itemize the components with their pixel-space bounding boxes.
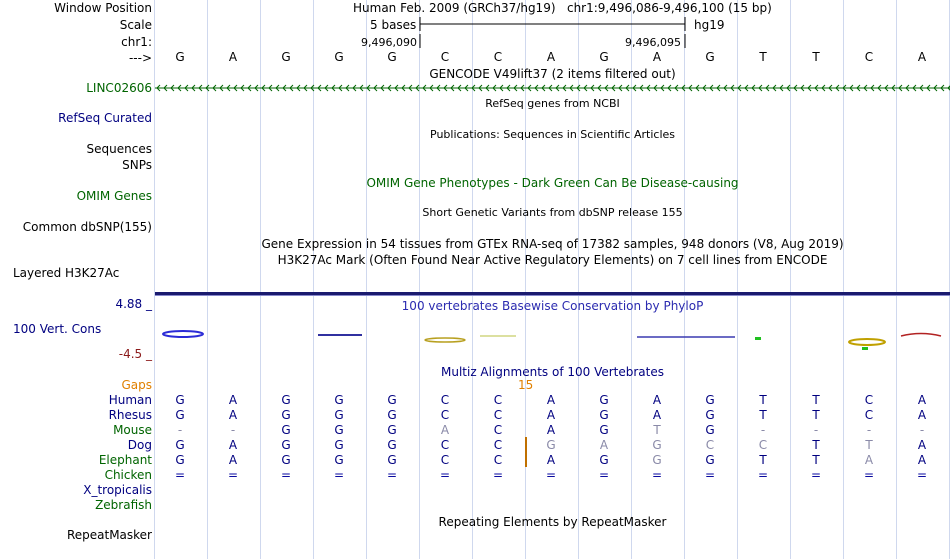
window-position-text: chr1:9,496,086-9,496,100 (15 bp)	[566, 1, 772, 15]
alignment-base: G	[334, 423, 344, 437]
track-label-cons[interactable]: 100 Vert. Cons	[13, 322, 102, 336]
alignment-base: C	[440, 453, 450, 467]
alignment-base: =	[704, 468, 716, 482]
alignment-base: G	[387, 453, 397, 467]
base-letter: G	[281, 50, 291, 64]
window-position-label: Window Position	[54, 1, 152, 15]
alignment-base: =	[280, 468, 292, 482]
alignment-base: =	[810, 468, 822, 482]
phylop-peak-3	[425, 338, 465, 342]
cons-top-bar	[155, 292, 950, 296]
base-letter: T	[759, 50, 767, 64]
alignment-base: T	[812, 438, 820, 452]
refseq-title[interactable]: RefSeq genes from NCBI	[485, 97, 620, 110]
alignment-base: G	[599, 408, 609, 422]
alignment-base: C	[493, 453, 503, 467]
alignment-base: C	[864, 393, 874, 407]
gap-count: 15	[518, 378, 534, 392]
alignment-base: =	[757, 468, 769, 482]
alignment-base: G	[599, 423, 609, 437]
alignment-base: =	[386, 468, 398, 482]
alignment-base: A	[652, 408, 662, 422]
alignment-base: G	[652, 453, 662, 467]
scale-text: 5 bases	[370, 18, 417, 32]
alignment-base: A	[546, 408, 556, 422]
track-label-sequences[interactable]: Sequences	[86, 142, 152, 156]
species-label-chicken[interactable]: Chicken	[104, 468, 152, 482]
alignment-base: =	[333, 468, 345, 482]
alignment-base: G	[705, 408, 715, 422]
alignment-base: G	[387, 423, 397, 437]
alignment-base: =	[174, 468, 186, 482]
insertion-marker	[525, 437, 527, 467]
alignment-base: T	[759, 453, 767, 467]
alignment-base: A	[917, 408, 927, 422]
track-label-column	[0, 0, 154, 559]
phylop-title[interactable]: 100 vertebrates Basewise Conservation by PhyloP	[401, 299, 704, 313]
alignment-base: T	[653, 423, 661, 437]
track-label-omim[interactable]: OMIM Genes	[76, 189, 152, 203]
strand-arrow-label: --->	[128, 51, 152, 65]
base-letter: C	[864, 50, 874, 64]
scale-bar	[155, 0, 950, 50]
species-label-rhesus[interactable]: Rhesus	[108, 408, 152, 422]
publications-title[interactable]: Publications: Sequences in Scientific Articles	[430, 128, 675, 141]
alignment-base: A	[917, 393, 927, 407]
base-letter: T	[812, 50, 820, 64]
track-label-h3k27ac[interactable]: Layered H3K27Ac	[13, 266, 120, 280]
alignment-base: G	[334, 453, 344, 467]
alignment-base: C	[705, 438, 715, 452]
species-label-mouse[interactable]: Mouse	[113, 423, 152, 437]
track-label-repeatmasker[interactable]: RepeatMasker	[66, 528, 152, 542]
alignment-base: C	[493, 438, 503, 452]
alignment-base: =	[598, 468, 610, 482]
multiz-title[interactable]: Multiz Alignments of 100 Vertebrates	[440, 365, 665, 379]
base-letter: A	[652, 50, 662, 64]
base-letter: A	[917, 50, 927, 64]
base-letter: A	[228, 50, 238, 64]
alignment-base: -	[866, 423, 872, 437]
phylop-peak-9	[901, 334, 941, 337]
alignment-base: G	[175, 453, 185, 467]
alignment-base: G	[175, 438, 185, 452]
species-label-dog[interactable]: Dog	[127, 438, 152, 452]
alignment-base: -	[919, 423, 925, 437]
alignment-base: G	[175, 393, 185, 407]
alignment-base: T	[812, 408, 820, 422]
alignment-base: G	[705, 453, 715, 467]
phylop-peak-6	[755, 337, 761, 340]
dbsnp-title[interactable]: Short Genetic Variants from dbSNP release 155	[422, 206, 683, 219]
omim-title[interactable]: OMIM Gene Phenotypes - Dark Green Can Be Disease-causing	[366, 176, 739, 190]
assembly-name: Human Feb. 2009 (GRCh37/hg19)	[353, 1, 556, 15]
base-letter: G	[387, 50, 397, 64]
chr-label: chr1:	[121, 35, 152, 49]
species-label-x_tropicalis[interactable]: X_tropicalis	[83, 483, 152, 497]
h3k27ac-title[interactable]: H3K27Ac Mark (Often Found Near Active Regulatory Elements) on 7 cell lines from ENCODE	[277, 253, 828, 267]
alignment-base: -	[177, 423, 183, 437]
alignment-base: G	[334, 438, 344, 452]
base-letter: A	[546, 50, 556, 64]
alignment-base: G	[175, 408, 185, 422]
alignment-base: T	[812, 393, 820, 407]
alignment-base: G	[599, 453, 609, 467]
position-tick-label-1: 9,496,090	[361, 36, 417, 49]
phylop-peak-8	[862, 347, 868, 350]
base-letter: G	[705, 50, 715, 64]
alignment-base: T	[812, 453, 820, 467]
alignment-base: G	[546, 438, 556, 452]
alignment-base: =	[863, 468, 875, 482]
alignment-base: C	[440, 408, 450, 422]
alignment-base: T	[865, 438, 873, 452]
alignment-base: G	[652, 438, 662, 452]
cons-axis-min: -4.5 _	[118, 347, 152, 361]
alignment-base: A	[599, 438, 609, 452]
track-label-snps[interactable]: SNPs	[122, 158, 152, 172]
alignment-base: G	[705, 393, 715, 407]
alignment-base: A	[228, 408, 238, 422]
alignment-base: A	[864, 453, 874, 467]
base-letter: C	[493, 50, 503, 64]
alignment-base: A	[546, 453, 556, 467]
cons-axis-max: 4.88 _	[115, 297, 152, 311]
repeatmasker-title[interactable]: Repeating Elements by RepeatMasker	[438, 515, 667, 529]
base-letter: G	[175, 50, 185, 64]
alignment-base: C	[493, 408, 503, 422]
alignment-base: T	[759, 393, 767, 407]
alignment-base: G	[387, 393, 397, 407]
alignment-base: A	[546, 393, 556, 407]
track-label-refseq[interactable]: RefSeq Curated	[58, 111, 152, 125]
gencode-title[interactable]: GENCODE V49lift37 (2 items filtered out)	[429, 67, 676, 81]
alignment-base: C	[440, 393, 450, 407]
species-label-zebrafish[interactable]: Zebrafish	[95, 498, 152, 512]
alignment-base: C	[493, 423, 503, 437]
scale-db: hg19	[694, 18, 725, 32]
alignment-base: G	[387, 438, 397, 452]
alignment-base: -	[813, 423, 819, 437]
alignment-base: A	[440, 423, 450, 437]
alignment-base: G	[705, 423, 715, 437]
alignment-base: C	[440, 438, 450, 452]
alignment-base: -	[230, 423, 236, 437]
alignment-base: C	[864, 408, 874, 422]
phylop-wiggle	[155, 325, 950, 353]
alignment-base: A	[917, 453, 927, 467]
alignment-base: =	[227, 468, 239, 482]
scale-label: Scale	[119, 18, 152, 32]
alignment-base: A	[228, 393, 238, 407]
alignment-base: G	[387, 408, 397, 422]
alignment-base: A	[917, 438, 927, 452]
alignment-base: T	[759, 408, 767, 422]
linc02606-gene-feature[interactable]	[155, 81, 950, 95]
alignment-base: G	[281, 393, 291, 407]
gtex-title[interactable]: Gene Expression in 54 tissues from GTEx RNA-seq of 17382 samples, 948 donors (V8, Aug 2019)	[261, 237, 844, 251]
alignment-base: =	[492, 468, 504, 482]
alignment-base: A	[228, 438, 238, 452]
alignment-base: G	[281, 453, 291, 467]
phylop-peak-1	[163, 331, 203, 337]
alignment-base: G	[334, 393, 344, 407]
alignment-base: A	[228, 453, 238, 467]
track-label-linc02606[interactable]: LINC02606	[86, 81, 152, 95]
base-letter: G	[599, 50, 609, 64]
base-letter: C	[440, 50, 450, 64]
alignment-base: =	[439, 468, 451, 482]
alignment-base: =	[916, 468, 928, 482]
base-letter: G	[334, 50, 344, 64]
alignment-base: G	[281, 438, 291, 452]
alignment-base: G	[334, 408, 344, 422]
position-tick-label-2: 9,496,095	[625, 36, 681, 49]
species-label-elephant[interactable]: Elephant	[98, 453, 152, 467]
alignment-base: =	[545, 468, 557, 482]
phylop-peak-7	[849, 339, 885, 345]
alignment-base: C	[758, 438, 768, 452]
alignment-base: G	[281, 408, 291, 422]
alignment-base: C	[493, 393, 503, 407]
alignment-base: A	[652, 393, 662, 407]
alignment-base: G	[281, 423, 291, 437]
alignment-base: =	[651, 468, 663, 482]
alignment-base: A	[546, 423, 556, 437]
alignment-base: -	[760, 423, 766, 437]
species-label-human[interactable]: Human	[108, 393, 152, 407]
alignment-base: G	[599, 393, 609, 407]
track-label-gaps[interactable]: Gaps	[121, 378, 152, 392]
track-label-dbsnp[interactable]: Common dbSNP(155)	[22, 220, 152, 234]
track-image[interactable]	[155, 0, 950, 559]
